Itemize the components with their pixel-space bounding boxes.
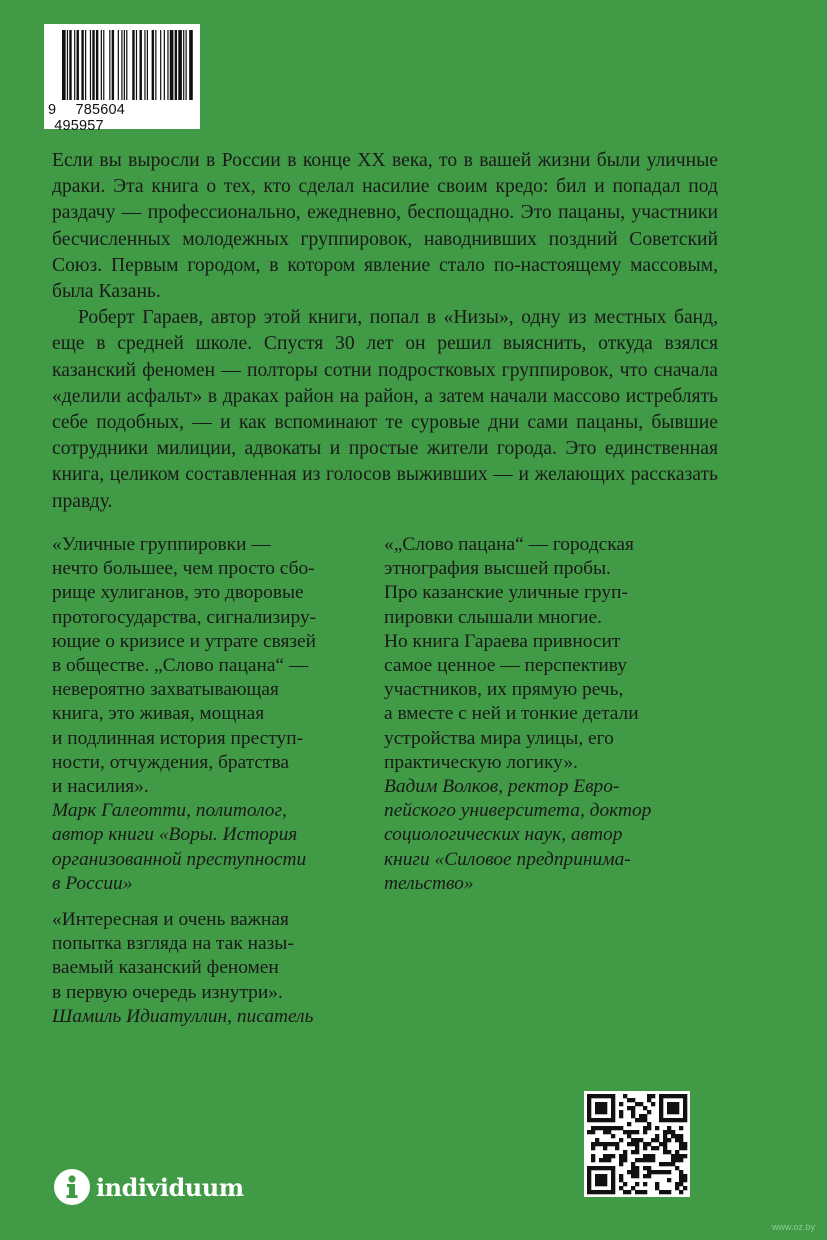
barcode-bar: [121, 30, 122, 100]
barcode-bar: [103, 30, 104, 100]
barcode-bar: [147, 30, 148, 100]
barcode-bar: [164, 30, 165, 100]
qr-code-icon: [584, 1091, 690, 1197]
barcode-bar: [167, 30, 168, 100]
barcode-bar: [124, 30, 125, 100]
isbn-barcode: [44, 24, 200, 134]
quote-volkov: [384, 533, 704, 896]
watermark: www.oz.by: [771, 1222, 815, 1232]
barcode-bar: [178, 30, 182, 100]
publisher-logo: [54, 1165, 244, 1209]
annotation-paragraph-1: Если вы выросли в России в конце XX века, то в вашей жизни были уличные драки. Эта книга о тех, кто сделал насилие своим кредо: бил и попадал под раздачу — профессионально, ежедневно, беспощадно. Это пацаны, участники бесчисленных молодежных группировок, наводнивших поздний Советский Союз. Первым городом, в котором явление стало по-настоящему массовым, была Казань.: [52, 150, 718, 303]
barcode-bar: [189, 30, 193, 100]
quote-volkov-author: Вадим Волков, ректор Евро- пейского университета, доктор социологических наук, автор книги «Силовое предпринима- тельство»: [384, 776, 652, 894]
publisher-name: individuum: [96, 1172, 244, 1202]
annotation-paragraph-2: Роберт Гараев, автор этой книги, попал в «Низы», одну из местных банд, еще в средней школе. Спустя 30 лет он решил выяснить, откуда взялся казанский феномен — полторы сотни подростковых группировок, что сначала «делили асфальт» в драках район на район, а затем начали массово истреблять себе подобных, — и как вспоминают те суровые дни сами пацаны, бывшие сотрудники милиции, адвокаты и простые жители города. Это единственная книга, целиком составленная из голосов выживших — и желающих рассказать правду.: [52, 307, 718, 512]
barcode-bar: [170, 30, 174, 100]
barcode-bar: [77, 30, 79, 100]
barcode-bar: [74, 30, 75, 100]
barcode-bar: [67, 30, 68, 100]
barcode-bar: [186, 30, 187, 100]
quote-idiatullin-text: «Интересная и очень важная попытка взгляда на так назы- ваемый казанский феномен в первую очередь изнутри».: [52, 909, 294, 1003]
book-annotation: [52, 148, 718, 515]
isbn-group-2: 495957: [54, 118, 104, 134]
isbn-group-1: 785604: [75, 102, 126, 118]
barcode-bar: [90, 30, 91, 100]
barcode-bar: [81, 30, 83, 100]
barcode-bar: [155, 30, 156, 100]
quote-galeotti-text: «Уличные группировки — нечто большее, чем просто сбо- рище хулиганов, это дворовые протогосударства, сигнализиру- ющие о кризисе и утрате связей в обществе. „Слово пацана“ — невероятно захватывающая книга, это живая, мощная и подлинная история преступ- ности, отчуждения, братства и насилия».: [52, 534, 317, 798]
barcode-bar: [109, 30, 110, 100]
quote-idiatullin-author: Шамиль Идиатуллин, писатель: [52, 1005, 314, 1027]
barcode-bar: [183, 30, 184, 100]
barcode-bar: [92, 30, 94, 100]
quote-galeotti: [52, 533, 372, 896]
barcode-bars: [62, 30, 194, 100]
barcode-bar: [132, 30, 134, 100]
barcode-bar: [126, 30, 127, 100]
quote-volkov-text: «„Слово пацана“ — городская этнография высшей пробы. Про казанские уличные груп- пировки слышали многие. Но книга Гараева привносит самое ценное — перспективу участников, их прямую речь, а вместе с ней и тонкие детали устройства мира улицы, его практическую логику».: [384, 534, 639, 773]
barcode-bar: [136, 30, 137, 100]
barcode-bar: [144, 30, 145, 100]
quote-idiatullin: [52, 908, 372, 1029]
barcode-bar: [152, 30, 154, 100]
barcode-bar: [140, 30, 142, 100]
isbn-digits: [44, 102, 200, 134]
isbn-lead-digit: 9: [48, 102, 57, 118]
barcode-bar: [101, 30, 102, 100]
barcode-bar: [69, 30, 71, 100]
barcode-bar: [160, 30, 161, 100]
individuum-logo-icon: [54, 1169, 90, 1205]
barcode-bar: [175, 30, 177, 100]
barcode-bar: [96, 30, 98, 100]
quote-galeotti-author: Марк Галеотти, политолог, автор книги «Воры. История организованной преступности в России»: [52, 800, 307, 894]
barcode-bar: [85, 30, 86, 100]
barcode-bar: [118, 30, 119, 100]
barcode-bar: [112, 30, 114, 100]
barcode-bar: [62, 30, 66, 100]
